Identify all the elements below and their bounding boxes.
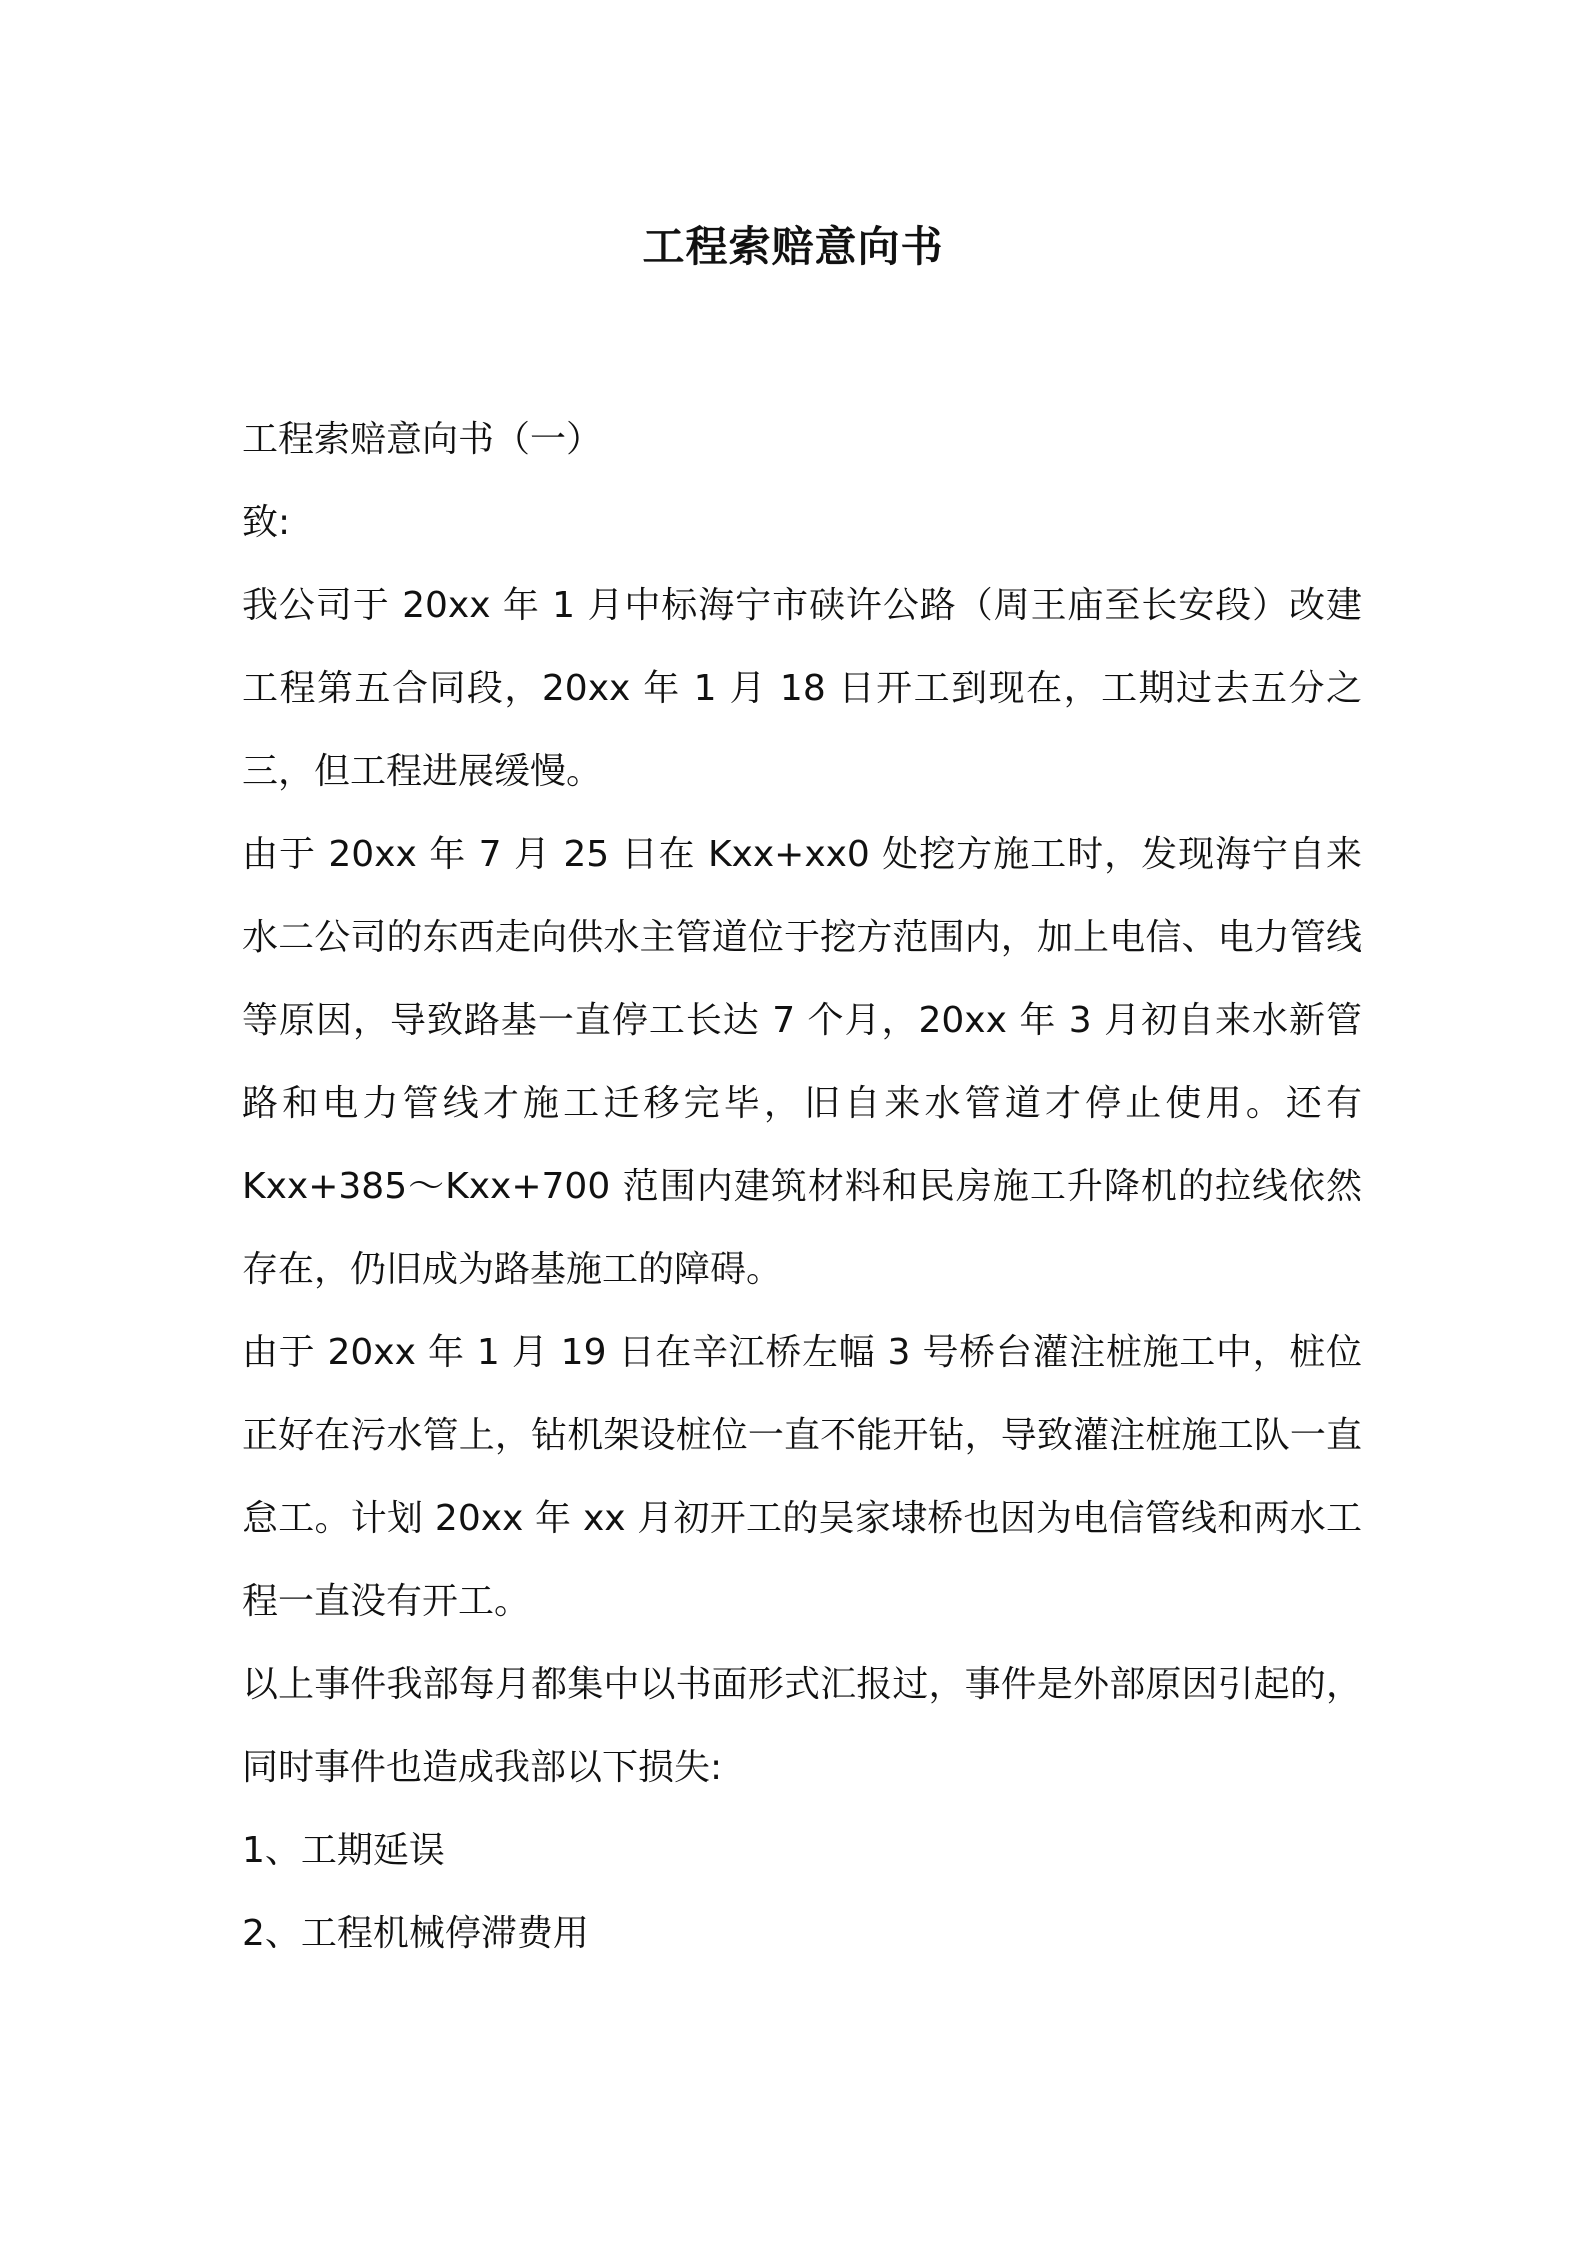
paragraph-2: 由于 20xx 年 7 月 25 日在 Kxx+xx0 处挖方施工时，发现海宁自来水二公司的东西走向供水主管道位于挖方范围内，加上电信、电力管线等原因，导致路基一直停工长达 7 个月，20xx 年 3 月初自来水新管路和电力管线才施工迁移完毕，旧自来水管道才停止使用。还有 Kxx+385～Kxx+700 范围内建筑材料和民房施工升降机的拉线依然存在，仍旧成为路基施工的障碍。	[242, 834, 1362, 1290]
list-item-1: 1、工期延误	[242, 1830, 445, 1871]
list-item-2: 2、工程机械停滞费用	[242, 1913, 589, 1954]
salutation: 致:	[242, 502, 291, 543]
paragraph-3: 由于 20xx 年 1 月 19 日在辛江桥左幅 3 号桥台灌注桩施工中，桩位正好在污水管上，钻机架设桩位一直不能开钻，导致灌注桩施工队一直怠工。计划 20xx 年 xx 月初开工的吴家埭桥也因为电信管线和两水工程一直没有开工。	[242, 1332, 1362, 1622]
document-title: 工程索赔意向书	[642, 222, 944, 271]
paragraph-4: 以上事件我部每月都集中以书面形式汇报过，事件是外部原因引起的，同时事件也造成我部以下损失:	[242, 1664, 1362, 1788]
section-heading: 工程索赔意向书（一）	[242, 419, 603, 460]
document-body	[242, 398, 1362, 1975]
paragraph-1: 我公司于 20xx 年 1 月中标海宁市硖许公路（周王庙至长安段）改建工程第五合同段，20xx 年 1 月 18 日开工到现在，工期过去五分之三，但工程进展缓慢。	[242, 585, 1362, 792]
